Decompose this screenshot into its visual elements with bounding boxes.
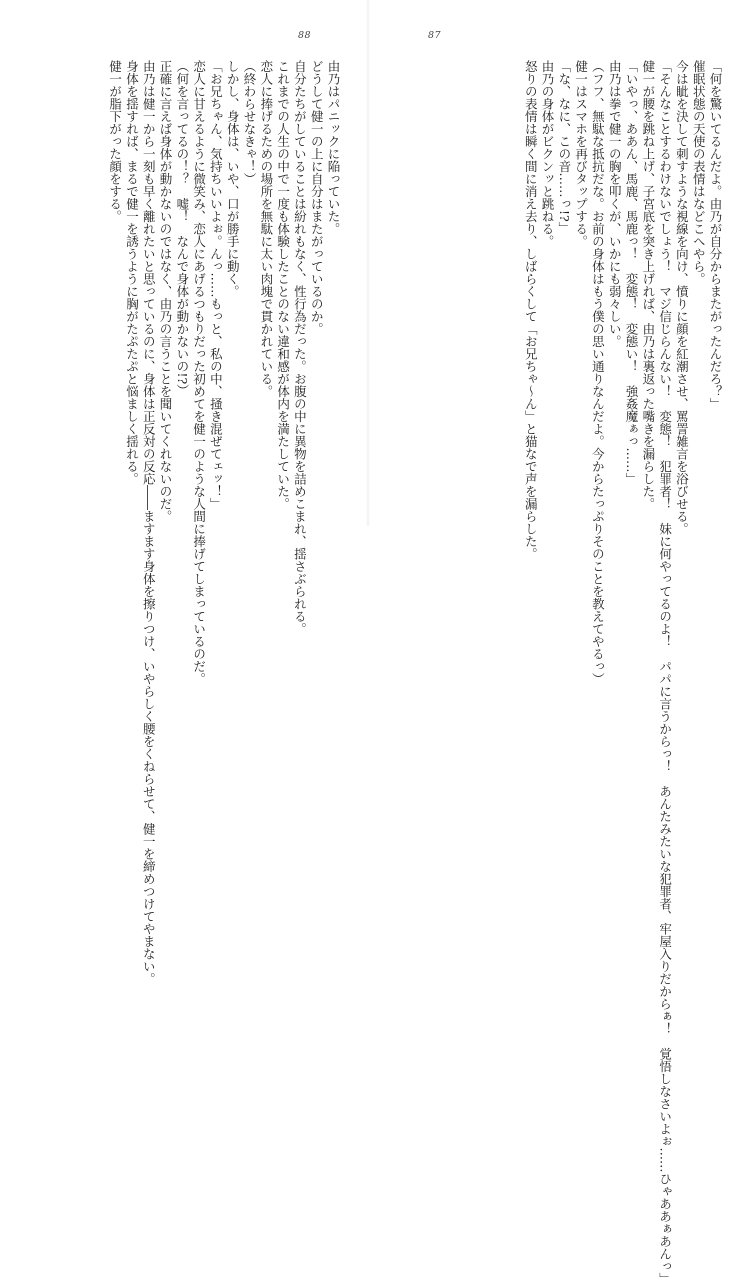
right-page xyxy=(368,0,736,1285)
text-line: 健一が脂下がった顔をする。 xyxy=(107,60,123,223)
text-line: 健一が腰を跳ね上げ、子宮底を突き上げれば、由乃は裏返った嘴きを漏らした。 xyxy=(640,60,656,510)
text-line: 由乃の身体がビクンッと跳ねる。 xyxy=(540,60,556,248)
right-page-text xyxy=(468,60,723,1285)
text-line: 「何を驚いてるんだよ。由乃が自分からまたがったんだろ？」 xyxy=(708,60,723,410)
text-line: 今は眦を決して刺すような視線を向け、憤りに顔を紅潮させ、罵詈雑言を浴びせる。 xyxy=(674,60,690,535)
text-line: 正確に言えば身体が動かないのではなく、由乃の言うことを聞いてくれないのだ。 xyxy=(158,60,174,523)
text-line: （何を言ってるの！？ 嘘！ なんで身体が動かないの!?） xyxy=(174,60,190,397)
text-line: 「な、なに、この音……っ!?」 xyxy=(556,60,572,235)
text-line: どうして健一の上に自分はまたがっているのか。 xyxy=(309,60,325,335)
text-line: 恋人に甘えるように微笑み、恋人にあげるつもりだった初めてを健一のような人間に捧げてしまっているのだ。 xyxy=(191,60,207,685)
text-line: 「いやっ、ああん、馬鹿、馬鹿っ！ 変態！ 変態い！ 強姦魔ぁっ……」 xyxy=(624,60,640,485)
text-line: 由乃は拳で健一の胸を叩くが、いかにも弱々しい。 xyxy=(607,60,623,348)
page-number-right: 87 xyxy=(428,30,442,41)
text-line: 身体を揺すれば、まるで健一を誘うように胸がたぷたぷと悩ましく揺れる。 xyxy=(124,60,140,485)
text-line: 自分たちがしていることは紛れもなく、性行為だった。お腹の中に異物を詰めこまれ、揺さぶられる。 xyxy=(292,60,308,635)
text-line: 催眠状態の天使の表情はなどこへやら。 xyxy=(691,60,707,285)
text-line: （フフ、無駄な抵抗だな。お前の身体はもう僕の思い通りなんだよ。今からたっぷりそのことを教えてやるっ） xyxy=(590,60,606,685)
text-line: 恋人に捧げるための場所を無駄に太い肉塊で貫かれている。 xyxy=(258,60,274,398)
text-line: （終わらせなきゃ！） xyxy=(242,60,258,185)
left-page xyxy=(0,0,368,985)
text-line: 怒りの表情は瞬く間に消え去り、しばらくして「お兄ちゃ〜ん」と猫なで声を漏らした。 xyxy=(523,60,539,560)
text-line: 由乃はパニックに陥っていた。 xyxy=(326,60,341,235)
text-line: 健一はスマホを再びタップする。 xyxy=(573,60,589,248)
page-number-left: 88 xyxy=(298,30,312,41)
text-line: 「お兄ちゃん、気持ちいいよぉ。んっ……もっと、私の中、掻き混ぜてェッ！」 xyxy=(208,60,224,510)
left-page-text xyxy=(79,60,341,985)
text-line: これまでの人生の中で一度も体験したことのない違和感が体内を満たしていた。 xyxy=(275,60,291,510)
text-line: 由乃は健一から一刻も早く離れたいと思っているのに、身体は正反対の反応――ますます身体を擦りつけ、いやらしく腰をくねらせて、健一を締めつけてやまない。 xyxy=(141,60,157,985)
text-line: しかし、身体は、いや、口が勝手に動く。 xyxy=(225,60,241,298)
text-line: 「そんなことするわけないでしょう！ マジ信じらんない！ 変態！ 犯罪者！ 妹に何やってるのよ！ パパに言うからっ！ あんたみたいな犯罪者、牢屋入りだからぁ！ 覚悟しなさいよぉ……ひゃああぁあんっ」 xyxy=(657,60,673,1285)
